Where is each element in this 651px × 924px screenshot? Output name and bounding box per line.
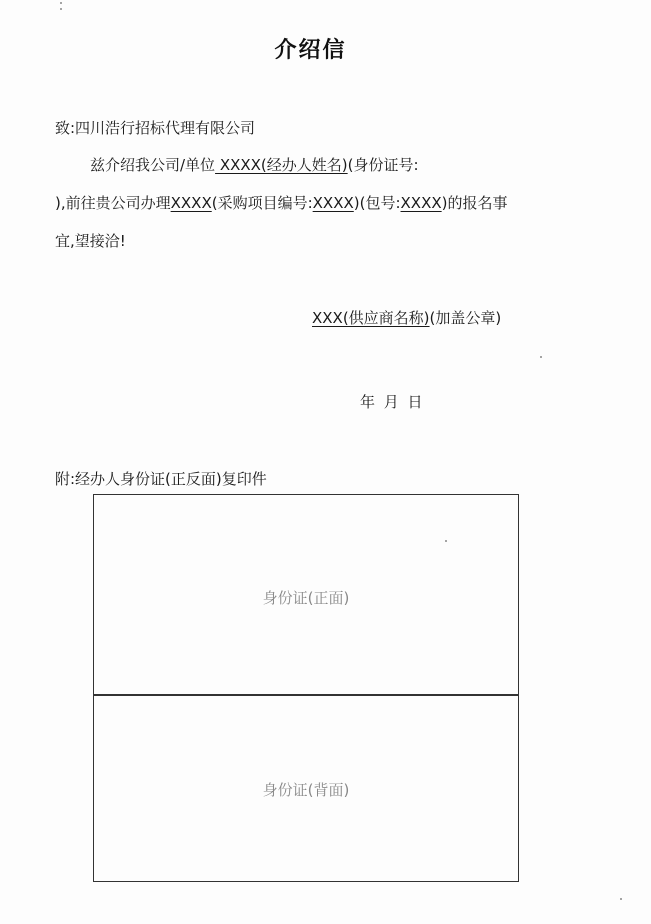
purpose-text: ),前往贵公司办理 <box>55 194 171 212</box>
package-no-field: XXXX <box>400 194 442 212</box>
date-line: 年 月 日 <box>360 393 425 411</box>
scan-speck <box>445 540 447 542</box>
body-paragraph-line-3: 宜,望接洽! <box>55 232 126 250</box>
scan-speck <box>620 898 622 900</box>
body-paragraph-line-2 <box>55 192 508 213</box>
recipient-line: 致:四川浩行招标代理有限公司 <box>55 119 256 137</box>
registration-text: )的报名事 <box>441 194 508 212</box>
agent-name-field: XXXX(经办人姓名) <box>215 156 348 174</box>
supplier-name-field: XXX(供应商名称) <box>312 309 430 327</box>
attachment-label: 附:经办人身份证(正反面)复印件 <box>55 470 267 488</box>
body-paragraph-line-1 <box>90 154 419 175</box>
id-card-back-box <box>93 694 519 882</box>
scan-speck <box>60 8 62 10</box>
page-title: 介绍信 <box>274 38 347 63</box>
id-card-back-label: 身份证(背面) <box>262 781 350 799</box>
id-card-front-label: 身份证(正面) <box>262 589 350 607</box>
id-number-label: (身份证号: <box>347 156 419 174</box>
package-label: )(包号: <box>353 194 401 212</box>
purchase-no-label: (采购项目编号: <box>211 194 313 212</box>
scan-speck <box>540 356 542 358</box>
intro-text: 兹介绍我公司/单位 <box>90 156 216 174</box>
project-name-field: XXXX <box>170 194 212 212</box>
scan-speck <box>60 2 62 4</box>
purchase-no-field: XXXX <box>312 194 354 212</box>
seal-note: (加盖公章) <box>429 309 502 327</box>
id-card-front-box <box>93 494 519 696</box>
signature-line <box>312 307 501 328</box>
